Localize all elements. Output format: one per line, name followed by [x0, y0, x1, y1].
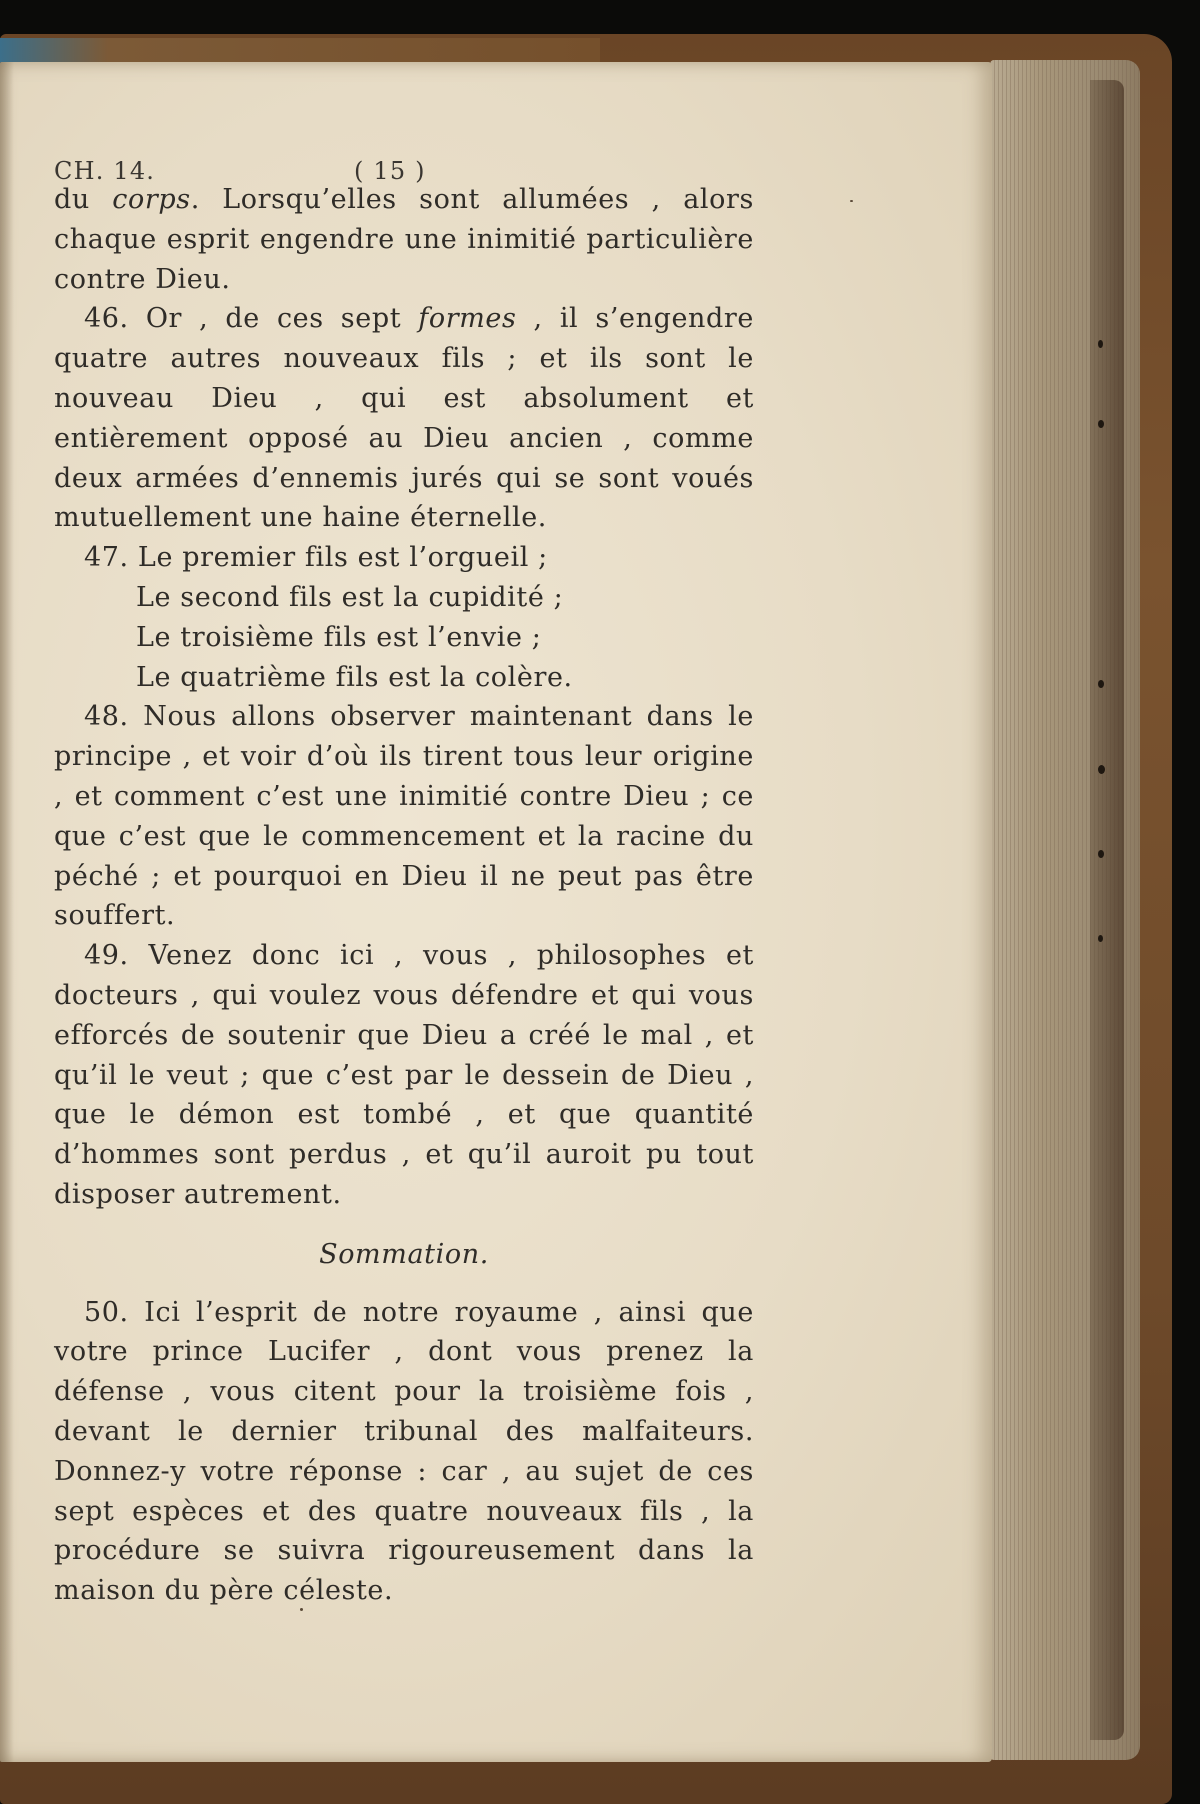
section-heading: Sommation. — [319, 1238, 489, 1270]
text-run: 46. Or , de ces sept — [84, 303, 419, 335]
paragraph-47-lead: 47. Le premier fils est l’orgueil ; — [84, 542, 548, 574]
page-text — [54, 140, 754, 1611]
list-line: Le troisième fils est l’envie ; — [136, 621, 542, 653]
text-run: du — [54, 184, 113, 215]
text-run: , il s’engendre quatre autres nouveaux fils ; et ils sont le nouveau Dieu , qui est absolument et entièrement opposé au Dieu ancien , comme deux armées d’ennemis jurés qui se sont voués mutuellement une haine éternelle. — [54, 303, 754, 534]
paper-speck — [1098, 420, 1104, 428]
running-header — [54, 140, 754, 185]
text-run: . Lorsqu’elles sont allumées , alors chaque esprit engendre une inimitié particulière contre Dieu. — [54, 184, 754, 295]
paper-speck — [1098, 765, 1105, 774]
paper-speck — [1098, 340, 1103, 348]
paragraph-46 — [54, 299, 754, 538]
paper-speck — [1098, 680, 1104, 688]
paragraph-49: 49. Venez donc ici , vous , philosophes et docteurs , qui voulez vous défendre et qui vous efforcés de soutenir que Dieu a créé le mal , et qu’il le veut ; que c’est par le dessein de Dieu , que le démon est tombé , et que quantité d’hommes sont perdus , et qu’il auroit pu tout disposer autrement. — [54, 940, 754, 1210]
cover-fore-edge — [1090, 80, 1124, 1740]
italic-run: formes — [418, 303, 517, 335]
italic-run: corps — [112, 184, 191, 215]
list-line: Le second fils est la cupidité ; — [136, 581, 564, 613]
paragraph-48: 48. Nous allons observer maintenant dans le principe , et voir d’où ils tirent tous leur origine , et comment c’est une inimitié contre Dieu ; ce que c’est que le commencement et la racine du péché ; et pourquoi en Dieu il ne peut pas être souffert. — [54, 701, 754, 932]
gutter-shadow — [0, 62, 14, 1762]
paragraph-continued — [54, 180, 754, 299]
paragraph-47 — [54, 538, 754, 578]
paper-speck — [850, 200, 853, 202]
paper-speck — [1098, 935, 1103, 942]
list-line: Le quatrième fils est la colère. — [136, 661, 573, 693]
paper-speck — [1098, 850, 1104, 858]
chapter-label: CH. 14. — [54, 157, 156, 185]
paragraph-50: 50. Ici l’esprit de notre royaume , ainsi que votre prince Lucifer , dont vous prenez la défense , vous citent pour la troisième fois , devant le dernier tribunal des malfaiteurs. Donnez-y votre réponse : car , au sujet de ces sept espèces et des quatre nouveaux fils , la procédure se suivra rigoureusement dans la maison du père céleste. — [54, 1296, 754, 1607]
paragraph-47-list — [54, 578, 754, 697]
page-number: ( 15 ) — [354, 157, 426, 185]
